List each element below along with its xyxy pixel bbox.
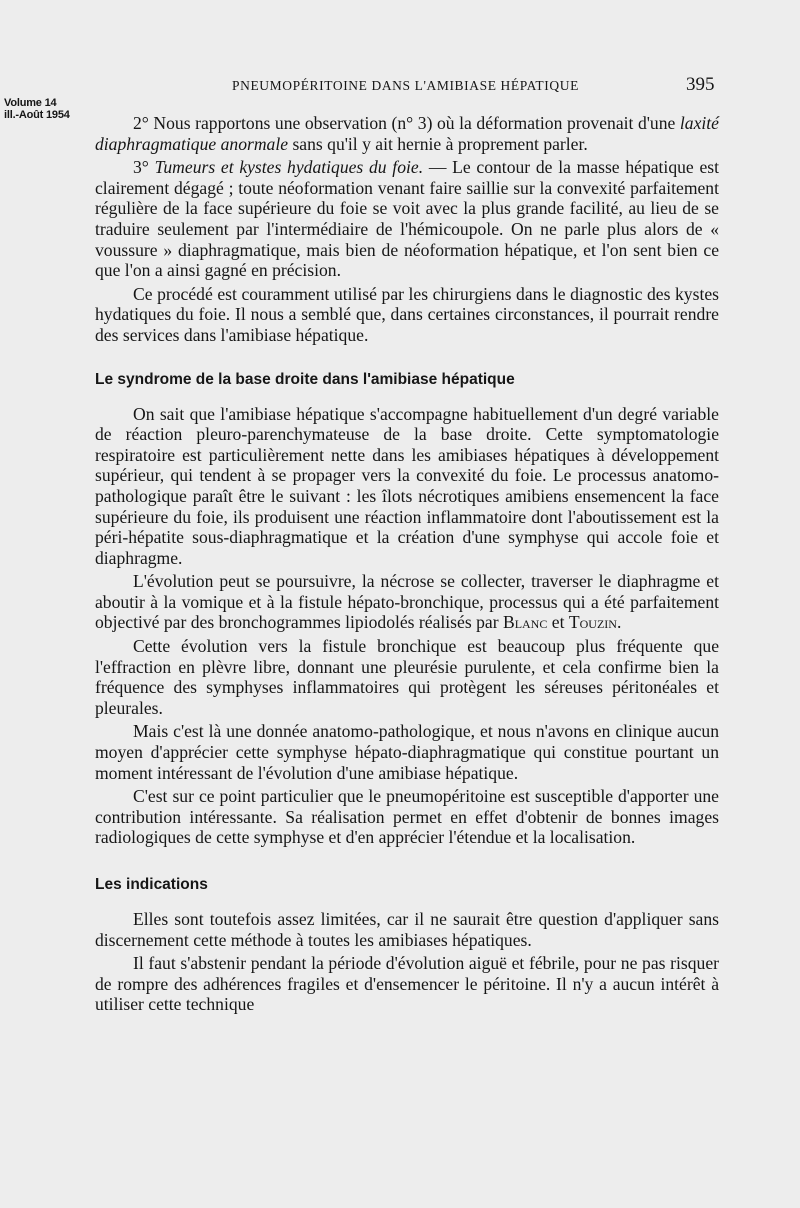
issue-date-label: ill.-Août 1954: [4, 109, 70, 121]
article-body: [95, 113, 719, 1015]
page-number: 395: [686, 74, 715, 95]
paragraph-text: .: [616, 612, 622, 633]
paragraph-text: L'évolution peut se poursuivre, la nécrose se collecter, traverser le diaphragme et aboutir à la vomique et à la fistule hépato-bronchique, processus qui a été parfaitement objectivé par des bronchogrammes lipiodolés réalisés par: [95, 571, 719, 633]
author-name: Touzin: [568, 612, 617, 633]
running-title: PNEUMOPÉRITOINE DANS L'AMIBIASE HÉPATIQUE: [232, 78, 579, 93]
paragraph-laxite: [95, 113, 719, 154]
paragraph-procede: Ce procédé est couramment utilisé par les chirurgiens dans le diagnostic des kystes hydatiques du foie. Il nous a semblé que, dans certaines circonstances, il pourrait rendre des services dans l'amibiase hépatique.: [95, 283, 719, 345]
paragraph-text: 2° Nous rapportons une observation (n° 3) où la déformation provenait d'une: [133, 113, 680, 133]
paragraph-base-droite: On sait que l'amibiase hépatique s'accompagne habituellement d'un degré variable de réaction pleuro-parenchymateuse de la base droite. Cette symptomatologie respiratoire est particulièrement nette dans les amibiases hépatiques à développement supérieur, qui tendent à se propager vers la convexité du foie. Le processus anatomo-pathologique paraît être le suivant : les îlots nécrotiques amibiens ensemencent la face supérieure du foie, ils produisent une réaction inflammatoire dont l'aboutissement est la péri-hépatite sous-diaphragmatique et la création d'une symphyse qui accole foie et diaphragme.: [95, 403, 719, 568]
section-heading-indications: Les indications: [95, 876, 208, 893]
italic-term: laxité diaphragmatique anormale: [95, 113, 719, 154]
section-heading-syndrome: Le syndrome de la base droite dans l'amibiase hépatique: [95, 370, 515, 388]
paragraph-abstenir: Il faut s'abstenir pendant la période d'évolution aiguë et fébrile, pour ne pas risquer de rompre des adhérences fragiles et d'ensemencer le péritoine. Il n'y a aucun intérêt à utiliser cette technique: [95, 953, 719, 1015]
paragraph-text: et: [547, 612, 569, 633]
paragraph-text: — Le contour de la masse hépatique est clairement dégagé ; toute néoformation venant faire saillie sur la convexité parfaitement régulière de la face supérieure du foie se voit avec la plus grande facilité, au lieu de se traduire seulement par l'intermédiaire de l'hémicoupole. On ne parle plus alors de « voussure » diaphragmatique, mais bien de néoformation hépatique, et l'on sent bien ce que l'on a ainsi gagné en précision.: [95, 157, 719, 281]
paragraph-limitees: Elles sont toutefois assez limitées, car il ne saurait être question d'appliquer sans discernement cette méthode à toutes les amibiases hépatiques.: [95, 909, 719, 950]
author-name: Blanc: [502, 612, 548, 633]
paragraph-pneumoperitoine: C'est sur ce point particulier que le pneumopéritoine est susceptible d'apporter une contribution intéressante. Sa réalisation permet en effet d'obtenir de bonnes images radiologiques de cette symphyse et d'en apprécier l'étendue et la localisation.: [95, 786, 719, 848]
volume-margin-note: [4, 97, 70, 121]
paragraph-number: 3°: [133, 157, 155, 178]
paragraph-clinique: Mais c'est là une donnée anatomo-pathologique, et nous n'avons en clinique aucun moyen d'apprécier cette symphyse hépato-diaphragmatique qui constitue pourtant un moment intéressant de l'évolution d'une amibiase hépatique.: [95, 721, 719, 783]
volume-label: Volume 14: [4, 97, 57, 109]
italic-subtitle: Tumeurs et kystes hydatiques du foie.: [154, 157, 424, 178]
paragraph-evolution: [95, 571, 719, 633]
paragraph-tumeurs: [95, 157, 719, 281]
running-header: [0, 74, 800, 98]
paragraph-fistule: Cette évolution vers la fistule bronchique est beaucoup plus fréquente que l'effraction en plèvre libre, donnant une pleurésie purulente, et cela confirme bien la fréquence des symphyses inflammatoires qui protègent les séreuses péritonéales et pleurales.: [95, 636, 719, 718]
paragraph-text: sans qu'il y ait hernie à proprement parler.: [288, 133, 588, 154]
